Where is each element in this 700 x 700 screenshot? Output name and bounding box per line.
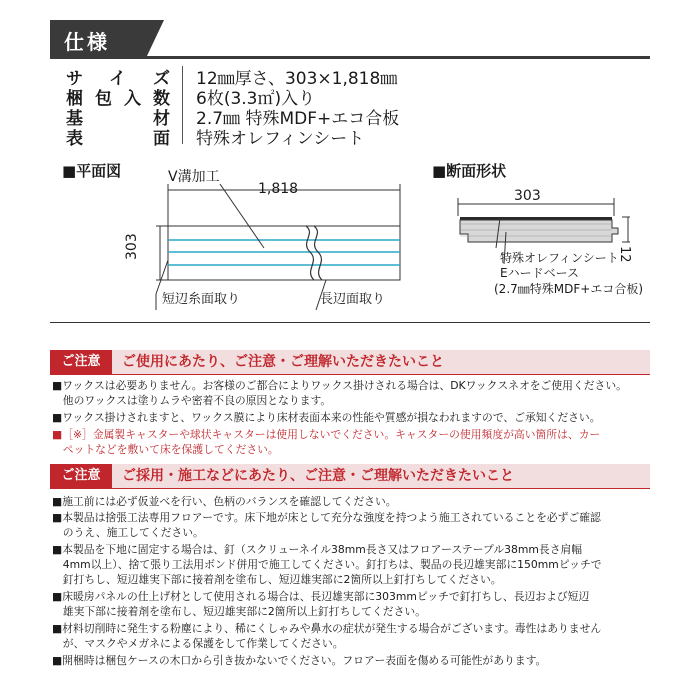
notice2-line: ■開梱時は梱包ケースの木口から引き抜かないでください。フロアー表面を傷める可能性があります。 [52, 654, 547, 667]
section-base-label: Eハードベース [500, 266, 579, 280]
spec-separator [182, 66, 183, 144]
notice2-line: ■床暖房パネルの仕上げ材として使用される場合は、長辺雄実部に303mmピッチで釘打ちし、長辺および短辺 [52, 590, 590, 603]
notice1-red-line: ペットなどを敷いて床を保護してください。 [52, 443, 279, 456]
spec-value-surface: 特殊オレフィンシート [196, 129, 365, 149]
section-surface-label: 特殊オレフィンシート [500, 251, 619, 265]
header-rule [50, 56, 650, 59]
notice1-red-line: ■［※］金属製キャスターや球状キャスターは使用しないでください。キャスターの使用頻度が高い箇所は、カー [52, 428, 601, 441]
spec-value-base: 2.7㎜ 特殊MDF+エコ合板 [196, 109, 400, 129]
spec-label-pack: 梱包入数 [66, 89, 170, 109]
section-heading: ■断面形状 [432, 162, 507, 180]
spec-label-surface: 表面 [66, 129, 170, 149]
plan-heading: ■平面図 [62, 162, 122, 180]
plan-width-label: 303 [124, 233, 140, 260]
spec-label-base: 基材 [66, 109, 170, 129]
notice2-title: ご採用・施工などにあたり、ご注意・ご理解いただきたいこと [122, 468, 514, 484]
notice2-line: 釘打ちし、短辺雄実下部に接着剤を塗布し、短辺雄実部に2箇所以上釘打ちしてください。 [52, 573, 502, 586]
header-title: 仕様 [64, 30, 110, 54]
notice2-line: ■施工前には必ず仮並べを行い、色柄のバランスを確認してください。 [52, 495, 397, 508]
section-thickness-label: 12 [617, 246, 632, 263]
section-base-detail-label: (2.7㎜特殊MDF+エコ合板) [494, 282, 643, 296]
header-tab-slant [146, 20, 164, 58]
plan-length-label: 1,818 [258, 181, 299, 197]
notice2-line: が、マスクやメガネによる保護をして作業してください。 [52, 637, 344, 650]
notice2-line: ■本製品は捨張工法専用フロアーです。床下地が床として充分な強度を持つよう施工されていることを必ずご確認 [52, 511, 601, 524]
notice2-rule [50, 488, 650, 489]
notice2-line: ■材料切削時に発生する粉塵により、稀にくしゃみや鼻水の症状が発生する場合がございます。毒性はありません [52, 622, 602, 635]
spec-value-size: 12㎜厚さ、303×1,818㎜ [196, 69, 398, 89]
plan-short-edge-label: 短辺糸面取り [162, 292, 241, 307]
notice2-line: 4mm以上）、捨て張り工法用ボンド併用で施工してください。釘打ちは、製品の長辺雄実部に150mmピッチで [52, 558, 602, 571]
notice2-line: ■本製品を下地に固定する場合は、釘（スクリューネイル38mm長さ又はフロアーステープル38mm長さ肩幅 [52, 543, 583, 556]
notice1-line: 他のワックスは塗りムラや密着不良の原因となります。 [52, 394, 332, 407]
notice1-line: ■ワックス掛けされますと、ワックス膜により床材表面本来の性能や質感が損なわれますので、ご承知ください。 [52, 411, 601, 424]
notice1-label: ご注意 [50, 350, 112, 374]
spec-label-size: サイズ [66, 69, 170, 89]
notice1-line: ■ワックスは必要ありません。お客様のご都合によりワックス掛けされる場合は、DKワックスネオをご使用ください。 [52, 379, 627, 392]
notice1-title: ご使用にあたり、ご注意・ご理解いただきたいこと [122, 354, 444, 370]
plan-v-groove-label: V溝加工 [168, 169, 220, 185]
notice2-label: ご注意 [50, 464, 112, 488]
section-width-label: 303 [514, 188, 541, 204]
notice1-rule [50, 374, 650, 375]
notice2-line: のうえ、施工してください。 [52, 526, 204, 539]
spec-value-pack: 6枚(3.3㎡)入り [196, 89, 316, 109]
divider [50, 322, 650, 323]
notice2-line: 雄実下部に接着剤を塗布し、短辺雄実部に2箇所以上釘打ちしてください。 [52, 605, 426, 618]
plan-long-edge-label: 長辺面取り [320, 292, 386, 307]
